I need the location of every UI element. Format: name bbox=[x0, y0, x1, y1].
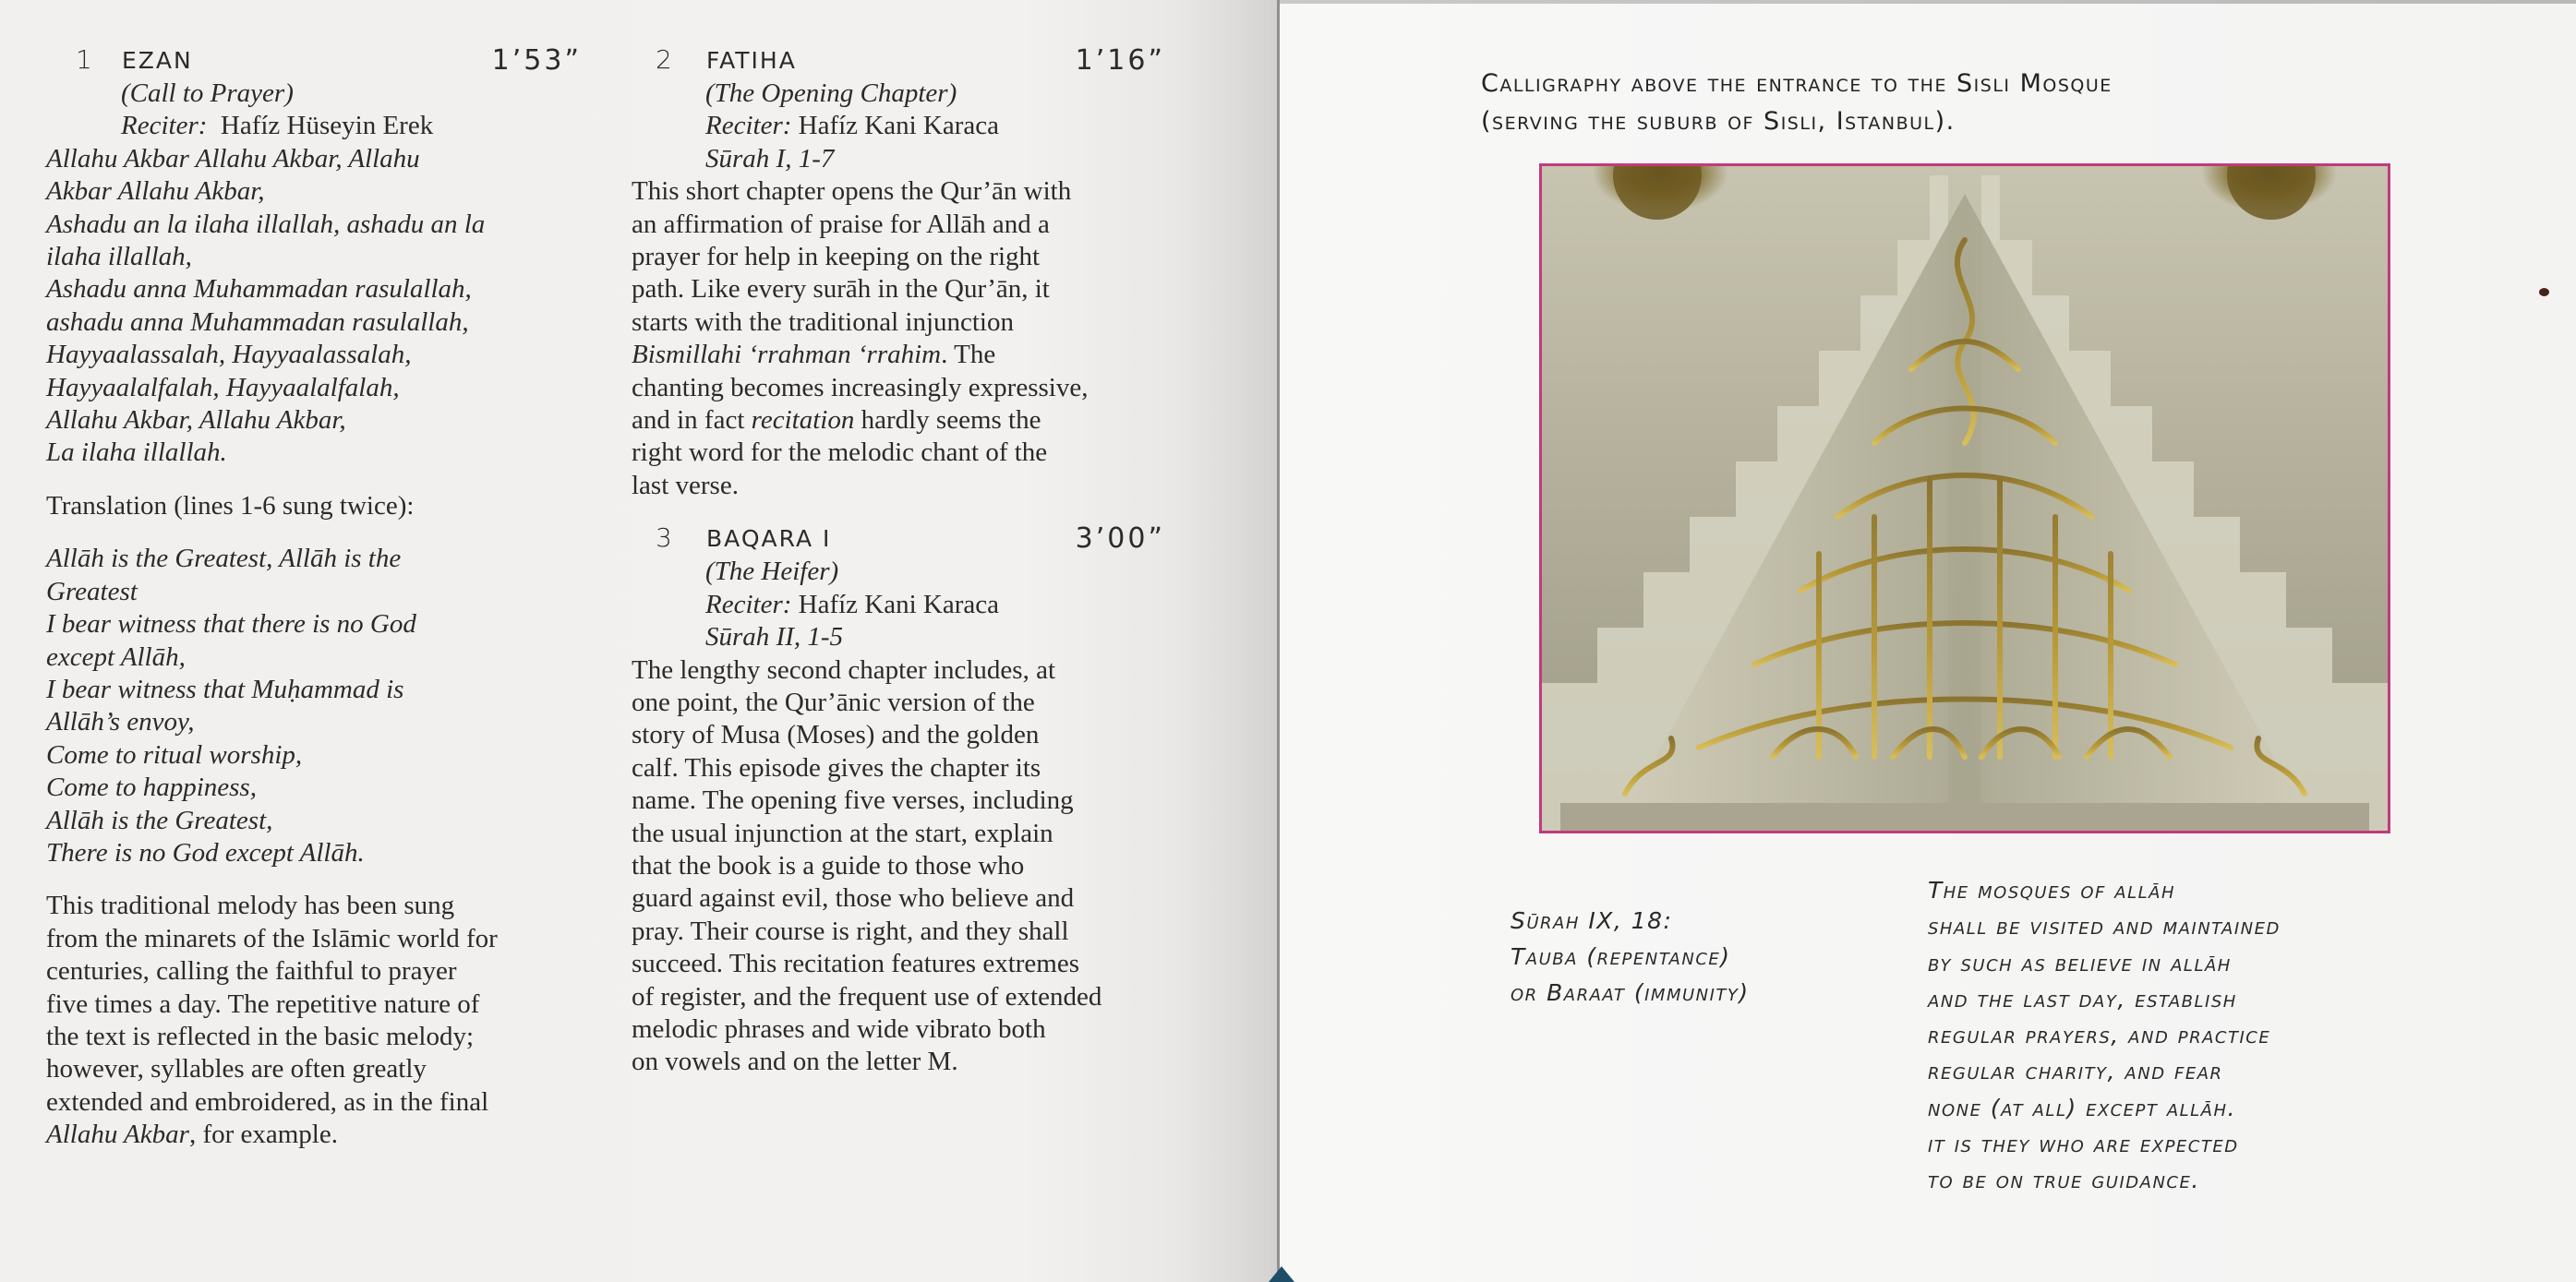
description-line: chanting becomes increasingly expressive, bbox=[632, 372, 1089, 402]
lyrics bbox=[46, 143, 582, 470]
translation-line: Allāh is the Greatest, Allāh is the bbox=[46, 544, 402, 574]
lyric-line: Akbar Allahu Akbar, bbox=[46, 176, 265, 207]
lyric-line: Allahu Akbar Allahu Akbar, Allahu bbox=[46, 143, 420, 174]
description-line: last verse. bbox=[632, 470, 739, 500]
track-number: 3 bbox=[656, 522, 674, 554]
caption-source bbox=[1511, 903, 1750, 1011]
track-number: 2 bbox=[656, 44, 674, 75]
description-line: path. Like every surāh in the Qur’ān, it bbox=[632, 274, 1050, 305]
description-text: , for example. bbox=[188, 1120, 338, 1150]
paper-speck bbox=[2539, 288, 2549, 296]
book-spine bbox=[1277, 0, 1280, 1282]
lyric-line: ilaha illallah, bbox=[46, 242, 192, 272]
description-line: melodic phrases and wide vibrato both bbox=[632, 1013, 1046, 1044]
description-line: The lengthy second chapter includes, at bbox=[632, 654, 1056, 685]
rosette-left bbox=[1613, 166, 1702, 220]
description-line: succeed. This recitation features extremes bbox=[632, 949, 1079, 979]
translation-heading: Translation (lines 1-6 sung twice): bbox=[46, 490, 415, 521]
description-line: on vowels and on the letter M. bbox=[632, 1047, 958, 1077]
track-surah: Sūrah II, 1-5 bbox=[705, 622, 844, 653]
translation-line: I bear witness that there is no God bbox=[46, 609, 416, 640]
translation-line: Come to ritual worship, bbox=[46, 739, 303, 770]
description-text: hardly seems the bbox=[854, 405, 1041, 436]
description-line: story of Musa (Moses) and the golden bbox=[632, 720, 1040, 750]
track-duration: 1’16” bbox=[1075, 44, 1165, 77]
spacer bbox=[46, 869, 582, 890]
description-line: guard against evil, those who believe and bbox=[632, 883, 1075, 914]
description-line: This short chapter opens the Qur’ān with bbox=[632, 176, 1072, 207]
caption-source-line: or Baraat (immunity) bbox=[1511, 979, 1750, 1006]
italic-term: Allahu Akbar bbox=[46, 1120, 189, 1150]
translation-line: Come to happiness, bbox=[46, 773, 257, 803]
translation-line: There is no God except Allāh. bbox=[46, 837, 365, 868]
description-line: right word for the melodic chant of the bbox=[632, 437, 1048, 468]
description-line: the text is reflected in the basic melody; bbox=[46, 1021, 475, 1051]
translation-line: I bear witness that Muḥammad is bbox=[46, 674, 404, 704]
spacer bbox=[632, 502, 1165, 522]
reciter-label: Reciter: bbox=[705, 111, 792, 141]
description-line: five times a day. The repetitive nature of bbox=[46, 988, 480, 1019]
reciter-label: Reciter: bbox=[121, 111, 208, 141]
caption-quote-line: to be on true guidance. bbox=[1928, 1167, 2200, 1194]
translation-line: Allāh’s envoy, bbox=[46, 707, 195, 737]
lyric-line: Ashadu an la ilaha illallah, ashadu an la bbox=[46, 209, 486, 239]
rosette-right bbox=[2227, 166, 2316, 220]
track-header bbox=[632, 522, 1165, 556]
reciter-name: Hafíz Kani Karaca bbox=[798, 111, 999, 141]
translation-line: except Allāh, bbox=[46, 641, 186, 672]
description-line bbox=[632, 404, 1165, 437]
caption-quote-line: none (at all) except allāh. bbox=[1928, 1094, 2236, 1121]
description-text: and in fact bbox=[632, 405, 752, 436]
description-line: name. The opening five verses, including bbox=[632, 785, 1074, 816]
reciter-label: Reciter: bbox=[705, 589, 792, 619]
translation-line: Greatest bbox=[46, 576, 138, 606]
description-line bbox=[46, 1119, 582, 1151]
cover-corner bbox=[1269, 1266, 1294, 1282]
description-line: that the book is a guide to those who bbox=[632, 850, 1025, 881]
track-description bbox=[632, 654, 1165, 1079]
track-name: BAQARA I bbox=[706, 525, 832, 553]
description-line: one point, the Qur’ānic version of the bbox=[632, 687, 1035, 717]
lyric-line: Allahu Akbar, Allahu Akbar, bbox=[46, 405, 346, 436]
niche-base bbox=[1560, 803, 2369, 831]
photo-title bbox=[1481, 65, 2469, 140]
track-reciter bbox=[46, 110, 582, 142]
caption-quote-line: and the last day, establish bbox=[1928, 985, 2237, 1012]
track-subtitle: (The Heifer) bbox=[705, 557, 839, 587]
description-line: from the minarets of the Islāmic world for bbox=[46, 923, 498, 953]
track-subtitle: (Call to Prayer) bbox=[121, 78, 294, 108]
spacer bbox=[46, 470, 582, 490]
description-line: centuries, calling the faithful to prayer bbox=[46, 956, 457, 987]
track-number: 1 bbox=[76, 44, 94, 75]
description-text: . The bbox=[941, 340, 996, 370]
caption-quote-line: shall be visited and maintained bbox=[1928, 913, 2281, 941]
track-description bbox=[632, 175, 1165, 502]
track-1-column bbox=[46, 44, 582, 1152]
description-line: of register, and the frequent use of extended bbox=[632, 981, 1102, 1012]
caption-quote bbox=[1928, 872, 2281, 1199]
italic-term: Bismillahi ‘rrahman ‘rrahim bbox=[632, 340, 942, 370]
track-name: EZAN bbox=[122, 47, 193, 74]
track-duration: 1’53” bbox=[491, 44, 582, 77]
photo-title-line: Calligraphy above the entrance to the Sisli Mosque bbox=[1481, 69, 2113, 98]
track-subtitle: (The Opening Chapter) bbox=[705, 78, 957, 108]
italic-term: recitation bbox=[751, 405, 855, 436]
reciter-name: Hafíz Kani Karaca bbox=[798, 589, 999, 619]
description-line: however, syllables are often greatly bbox=[46, 1054, 427, 1084]
description-line: pray. Their course is right, and they shall bbox=[632, 916, 1069, 946]
description-line: an affirmation of praise for Allāh and a bbox=[632, 209, 1050, 239]
lyric-line: Ashadu anna Muhammadan rasulallah, bbox=[46, 274, 472, 305]
calligraphy-photo bbox=[1539, 163, 2390, 833]
calligraphy-illustration bbox=[1542, 166, 2388, 831]
caption-quote-line: it is they who are expected bbox=[1928, 1131, 2239, 1158]
page-edge bbox=[1280, 0, 2576, 4]
description-line: calf. This episode gives the chapter its bbox=[632, 752, 1041, 783]
description-line: the usual injunction at the start, explain bbox=[632, 818, 1053, 848]
track-description bbox=[46, 890, 582, 1151]
lyric-line: ashadu anna Muhammadan rasulallah, bbox=[46, 306, 469, 337]
photo-title-line: (serving the suburb of Sisli, Istanbul). bbox=[1481, 107, 1956, 136]
reciter-name: Hafíz Hüseyin Erek bbox=[220, 111, 434, 141]
track-surah: Sūrah I, 1-7 bbox=[705, 143, 835, 174]
caption-quote-line: regular prayers, and practice bbox=[1928, 1022, 2271, 1049]
caption-quote-line: by such as believe in allāh bbox=[1928, 949, 2232, 976]
track-header bbox=[632, 44, 1165, 78]
description-line: prayer for help in keeping on the right bbox=[632, 242, 1041, 272]
lyric-line: Hayyaalassalah, Hayyaalassalah, bbox=[46, 340, 412, 370]
translation-line: Allāh is the Greatest, bbox=[46, 805, 273, 835]
description-line: extended and embroidered, as in the final bbox=[46, 1086, 489, 1117]
description-line bbox=[632, 339, 1165, 371]
translation bbox=[46, 543, 582, 869]
description-line: starts with the traditional injunction bbox=[632, 306, 1014, 337]
spacer bbox=[46, 522, 582, 543]
caption-quote-line: The mosques of allāh bbox=[1928, 877, 2176, 904]
caption-source-line: Sūrah IX, 18: bbox=[1511, 907, 1673, 934]
caption-source-line: Tauba (repentance) bbox=[1511, 943, 1731, 970]
track-name: FATIHA bbox=[706, 47, 797, 74]
caption-quote-line: regular charity, and fear bbox=[1928, 1058, 2223, 1085]
description-line: This traditional melody has been sung bbox=[46, 891, 455, 921]
track-reciter bbox=[632, 589, 1165, 621]
track-reciter bbox=[632, 110, 1165, 142]
track-2-3-column bbox=[632, 44, 1165, 1079]
track-duration: 3’00” bbox=[1075, 522, 1165, 556]
lyric-line: Hayyaalalfalah, Hayyaalalfalah, bbox=[46, 372, 400, 402]
lyric-line: La ilaha illallah. bbox=[46, 437, 227, 468]
track-header bbox=[46, 44, 582, 78]
